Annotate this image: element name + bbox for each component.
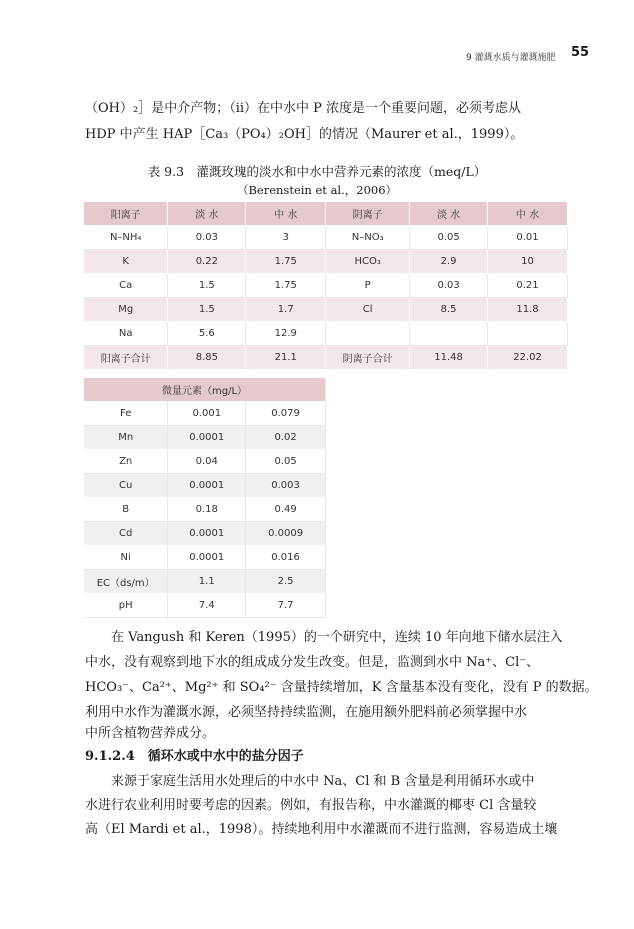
- table-row: [84, 402, 326, 426]
- table-row: [84, 594, 326, 618]
- table-cell: 1.5: [168, 298, 246, 322]
- table-cell: Zn: [84, 450, 168, 474]
- para1-line-4: 利用中水作为灌溉水源，必须坚持持续监测，在施用额外肥料前必须掌握中水: [85, 705, 528, 720]
- table-cell: 10: [488, 250, 568, 274]
- micronutrient-table: [84, 378, 326, 618]
- table-cell: 7.7: [246, 594, 326, 618]
- table-cell: 7.4: [168, 594, 246, 618]
- table-cell: 0.49: [246, 498, 326, 522]
- table-cell: Ni: [84, 546, 168, 570]
- table-total-row: [84, 346, 568, 370]
- table-cell: 0.03: [410, 274, 488, 298]
- table-cell: 1.1: [168, 570, 246, 594]
- header-cell: 阳离子: [84, 202, 168, 226]
- table-cell: 0.18: [168, 498, 246, 522]
- section-heading: 9.1.2.4 循环水或中水中的盐分因子: [85, 749, 304, 764]
- table-header-row: [84, 202, 568, 226]
- header-cell: 中 水: [246, 202, 326, 226]
- table-header-row: [84, 378, 326, 402]
- table-cell: 21.1: [246, 346, 326, 370]
- table-row: [84, 298, 568, 322]
- table-cell: Mn: [84, 426, 168, 450]
- table-row: [84, 450, 326, 474]
- table-cell: 阴离子合计: [326, 346, 410, 370]
- table-cell: 2.9: [410, 250, 488, 274]
- table-cell: 5.6: [168, 322, 246, 346]
- table-cell: 2.5: [246, 570, 326, 594]
- table-cell: 0.0001: [168, 546, 246, 570]
- table-cell: 22.02: [488, 346, 568, 370]
- para1-line-2: 中水，没有观察到地下水的组成成分发生改变。但是，监测到水中 Na⁺、Cl⁻、: [85, 655, 540, 670]
- table-cell: Mg: [84, 298, 168, 322]
- table-cell: 0.05: [410, 226, 488, 250]
- header-cell: 阴离子: [326, 202, 410, 226]
- macronutrient-table: [84, 202, 568, 370]
- table-cell: 11.8: [488, 298, 568, 322]
- table-cell: 0.03: [168, 226, 246, 250]
- table-cell: N–NO₃: [326, 226, 410, 250]
- para1-line-3: HCO₃⁻、Ca²⁺、Mg²⁺ 和 SO₄²⁻ 含量持续增加，K 含量基本没有变化，没有 P 的数据。: [85, 680, 598, 695]
- header-cell: 微量元素（mg/L）: [84, 378, 326, 402]
- header-cell: 淡 水: [410, 202, 488, 226]
- table-row: [84, 250, 568, 274]
- table-row: [84, 322, 568, 346]
- table-cell: 8.5: [410, 298, 488, 322]
- table-row: [84, 426, 326, 450]
- table-cell: 0.016: [246, 546, 326, 570]
- table-cell: [488, 322, 568, 346]
- table-cell: P: [326, 274, 410, 298]
- table-cell: 0.04: [168, 450, 246, 474]
- table-cell: 12.9: [246, 322, 326, 346]
- table-cell: [326, 322, 410, 346]
- table-cell: 0.21: [488, 274, 568, 298]
- table-cell: Ca: [84, 274, 168, 298]
- table-row: [84, 522, 326, 546]
- table-cell: 0.0001: [168, 426, 246, 450]
- para1-line-1: 在 Vangush 和 Keren（1995）的一个研究中，连续 10 年向地下储水层注入: [85, 630, 563, 645]
- table-cell: K: [84, 250, 168, 274]
- table-cell: 0.001: [168, 402, 246, 426]
- table-cell: 0.003: [246, 474, 326, 498]
- table-cell: 1.75: [246, 250, 326, 274]
- table-cell: N–NH₄: [84, 226, 168, 250]
- table-caption-source: （Berenstein et al.，2006）: [236, 183, 398, 197]
- para2-line-2: 水进行农业利用时要考虑的因素。例如，有报告称，中水灌溉的椰枣 Cl 含量较: [85, 798, 537, 813]
- table-row: [84, 498, 326, 522]
- table-cell: EC（ds/m）: [84, 570, 168, 594]
- table-cell: 0.079: [246, 402, 326, 426]
- table-cell: 阳离子合计: [84, 346, 168, 370]
- intro-line-1: （OH）₂］是中介产物；（ii）在中水中 P 浓度是一个重要问题，必须考虑从: [85, 101, 522, 116]
- table-cell: Cd: [84, 522, 168, 546]
- page-number: 55: [571, 45, 590, 60]
- table-cell: 0.05: [246, 450, 326, 474]
- table-row: [84, 570, 326, 594]
- para2-line-3: 高（El Mardi et al.，1998）。持续地利用中水灌溉而不进行监测，容易造成土壤: [85, 822, 558, 837]
- table-cell: 0.22: [168, 250, 246, 274]
- running-header-chapter: 9 灌溉水质与灌溉施肥: [466, 53, 556, 63]
- table-cell: pH: [84, 594, 168, 618]
- table-row: [84, 274, 568, 298]
- table-cell: 0.0009: [246, 522, 326, 546]
- table-cell: 1.5: [168, 274, 246, 298]
- table-row: [84, 474, 326, 498]
- table-cell: 0.0001: [168, 474, 246, 498]
- table-cell: [410, 322, 488, 346]
- table-cell: Na: [84, 322, 168, 346]
- table-cell: Cu: [84, 474, 168, 498]
- table-cell: 0.0001: [168, 522, 246, 546]
- header-cell: 淡 水: [168, 202, 246, 226]
- table-cell: 11.48: [410, 346, 488, 370]
- table-row: [84, 226, 568, 250]
- table-cell: 0.02: [246, 426, 326, 450]
- header-cell: 中 水: [488, 202, 568, 226]
- table-cell: 8.85: [168, 346, 246, 370]
- table-cell: 1.75: [246, 274, 326, 298]
- table-cell: 3: [246, 226, 326, 250]
- para2-line-1: 来源于家庭生活用水处理后的中水中 Na、Cl 和 B 含量是利用循环水或中: [85, 774, 535, 789]
- intro-line-2: HDP 中产生 HAP［Ca₃（PO₄）₂OH］的情况（Maurer et al.，1999）。: [85, 127, 524, 142]
- table-cell: 1.7: [246, 298, 326, 322]
- table-caption-title: 表 9.3 灌溉玫瑰的淡水和中水中营养元素的浓度（meq/L）: [147, 164, 487, 179]
- para1-line-5: 中所含植物营养成分。: [85, 726, 216, 741]
- table-cell: HCO₃: [326, 250, 410, 274]
- table-cell: Fe: [84, 402, 168, 426]
- table-cell: 0.01: [488, 226, 568, 250]
- table-row: [84, 546, 326, 570]
- table-cell: Cl: [326, 298, 410, 322]
- table-cell: B: [84, 498, 168, 522]
